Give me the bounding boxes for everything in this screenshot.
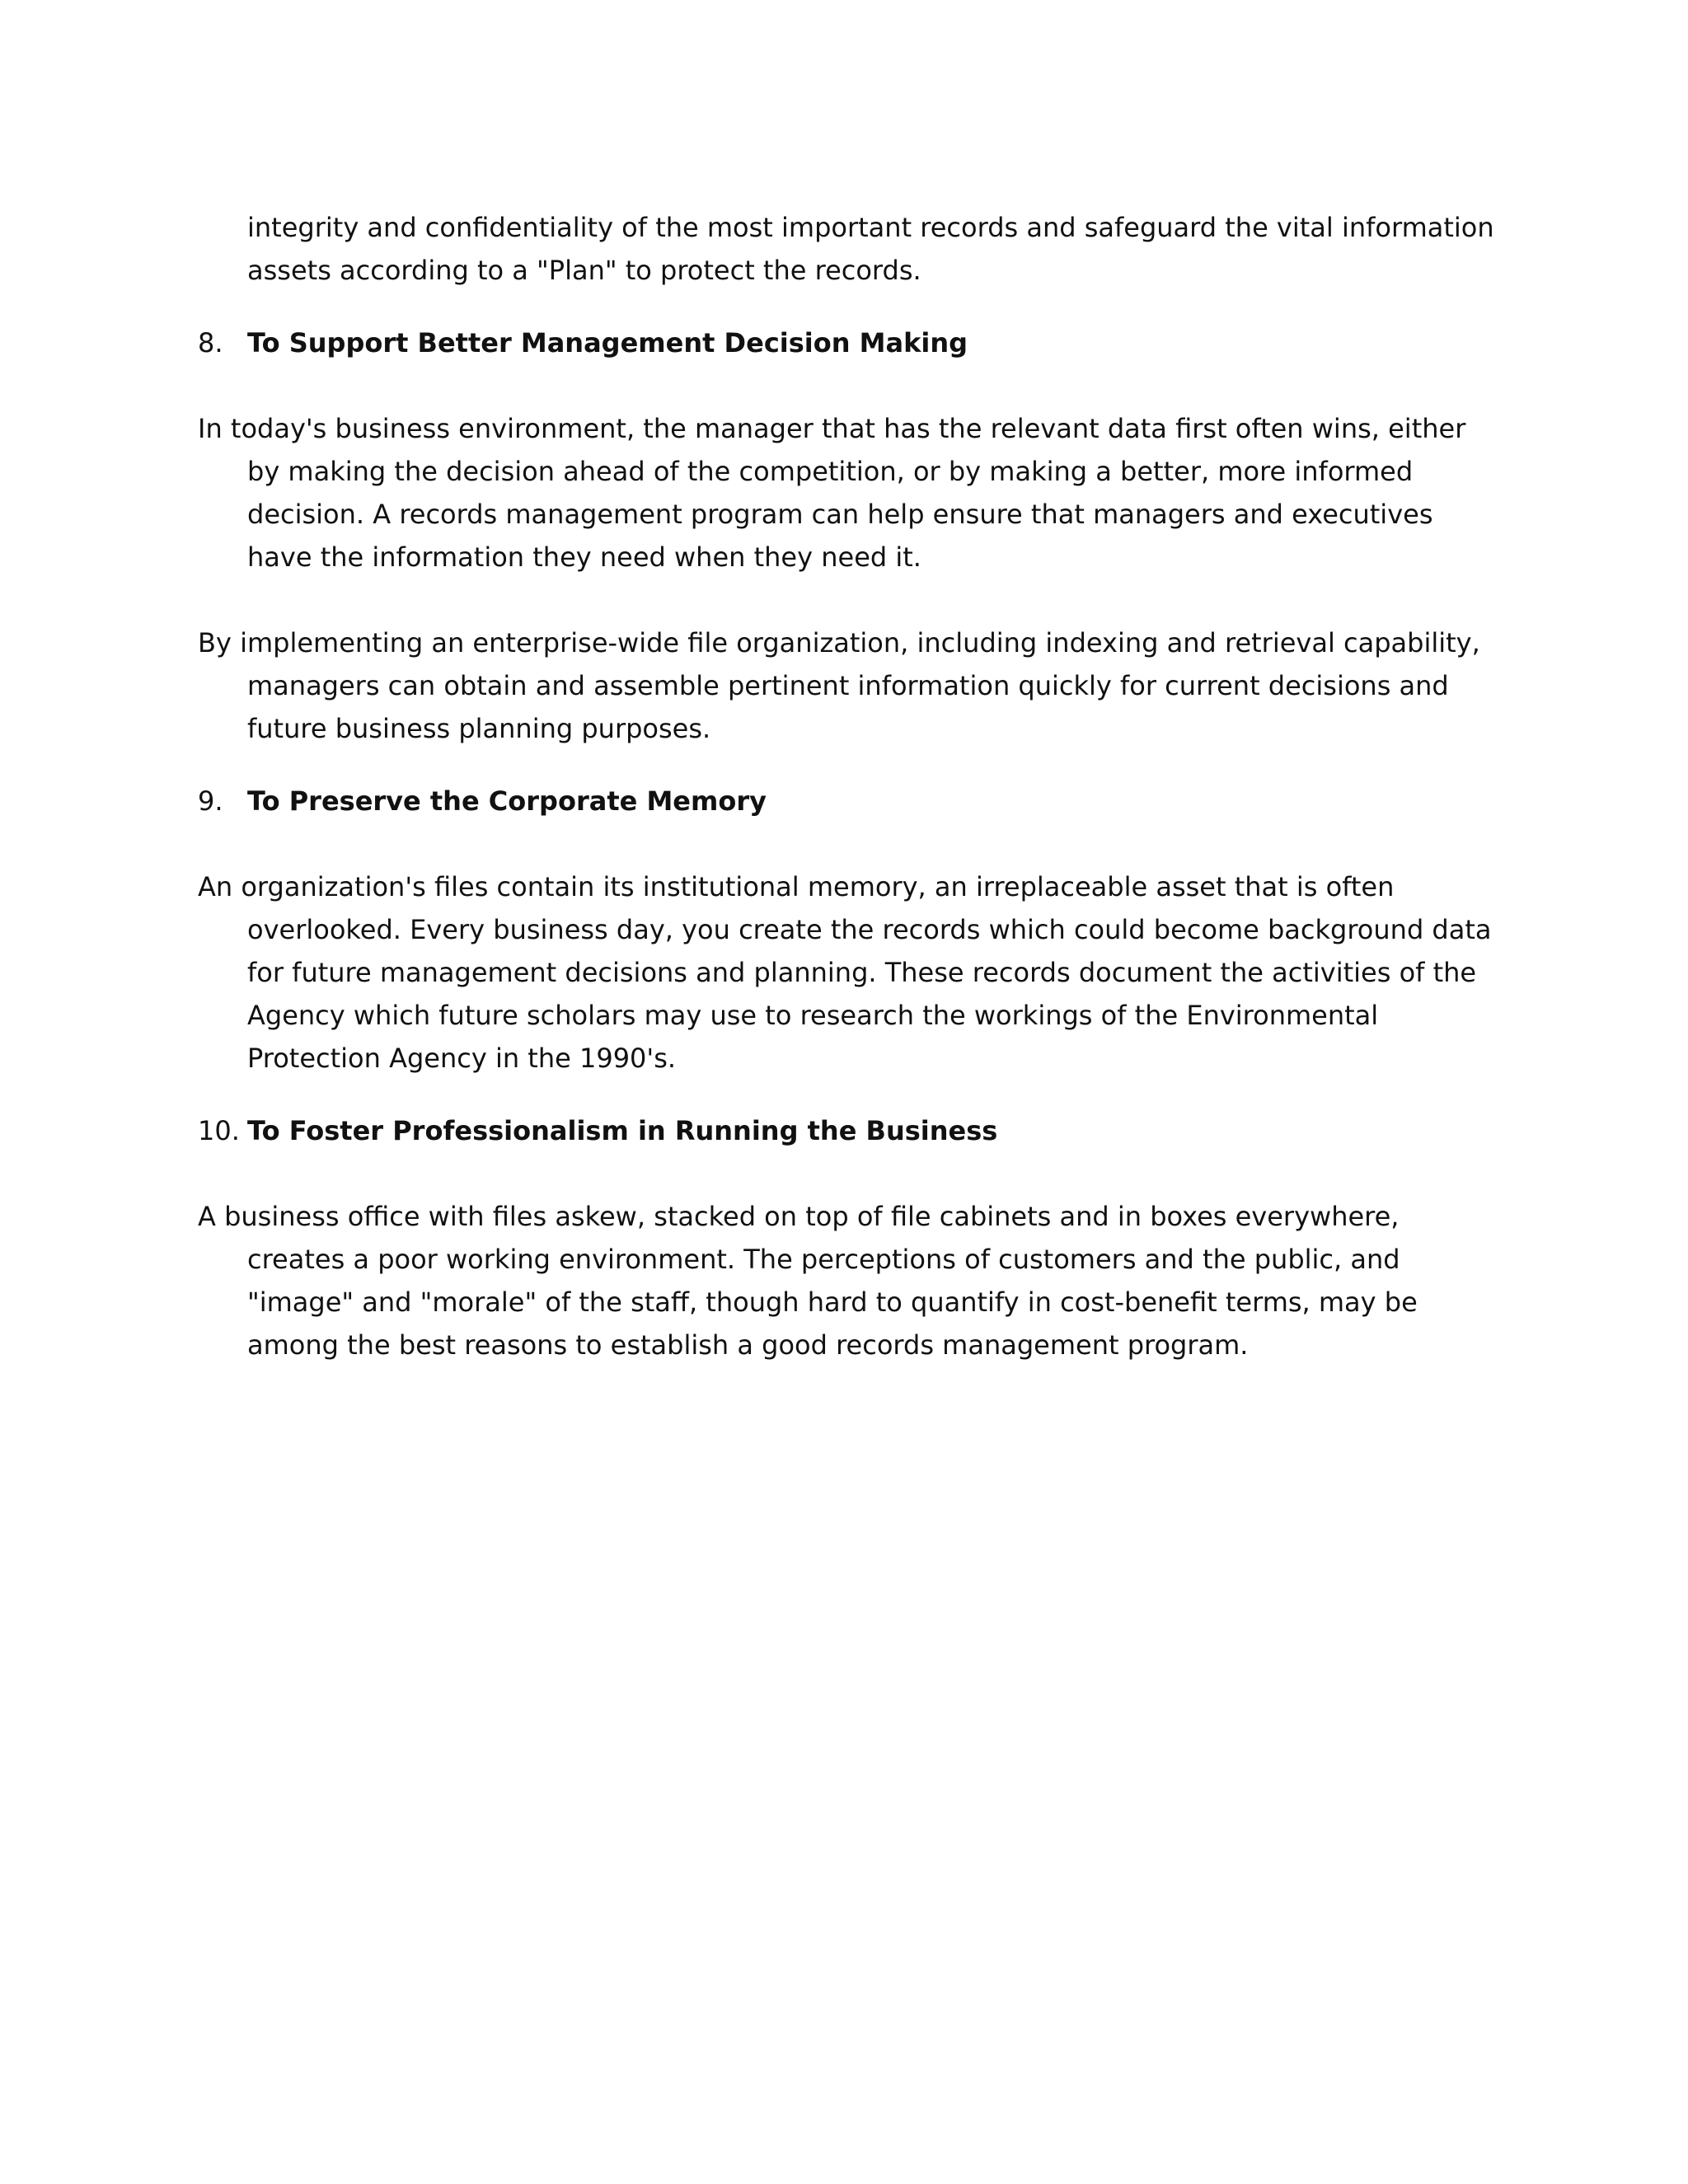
body-paragraph: In today's business environment, the manager that has the relevant data first often wins, either by making the decision ahead of the competition, or by making a better, more informed decision. A records management program can help ensure that managers and executives have the information they need when they need it. [198, 413, 1466, 573]
section-heading-10 [198, 1109, 1500, 1152]
section-title: To Preserve the Corporate Memory [247, 785, 767, 817]
section-number: 8. [198, 327, 223, 359]
document-body [198, 206, 1500, 1366]
section-title: To Foster Professionalism in Running the Business [247, 1115, 998, 1146]
section-number: 10. [198, 1115, 240, 1146]
body-paragraph: By implementing an enterprise-wide file organization, including indexing and retrieval capability, managers can obtain and assemble pertinent information quickly for current decisions and future business planning purposes. [198, 627, 1480, 744]
section-title: To Support Better Management Decision Making [247, 327, 968, 359]
section-heading-9 [198, 780, 1500, 823]
body-paragraph: A business office with files askew, stacked on top of file cabinets and in boxes everywhere, creates a poor working environment. The perceptions of customers and the public, and "image" and "morale" of the staff, though hard to quantify in cost-benefit terms, may be among the best reasons to establish a good records management program. [198, 1201, 1418, 1361]
section-heading-8 [198, 321, 1500, 364]
body-paragraph: An organization's files contain its institutional memory, an irreplaceable asset that is often overlooked. Every business day, you create the records which could become background data for future management decisions and planning. These records document the activities of the Agency which future scholars may use to research the workings of the Environmental Protection Agency in the 1990's. [198, 871, 1492, 1074]
section-number: 9. [198, 785, 223, 817]
continuation-paragraph: integrity and confidentiality of the most important records and safeguard the vital information assets according to a "Plan" to protect the records. [247, 212, 1494, 286]
